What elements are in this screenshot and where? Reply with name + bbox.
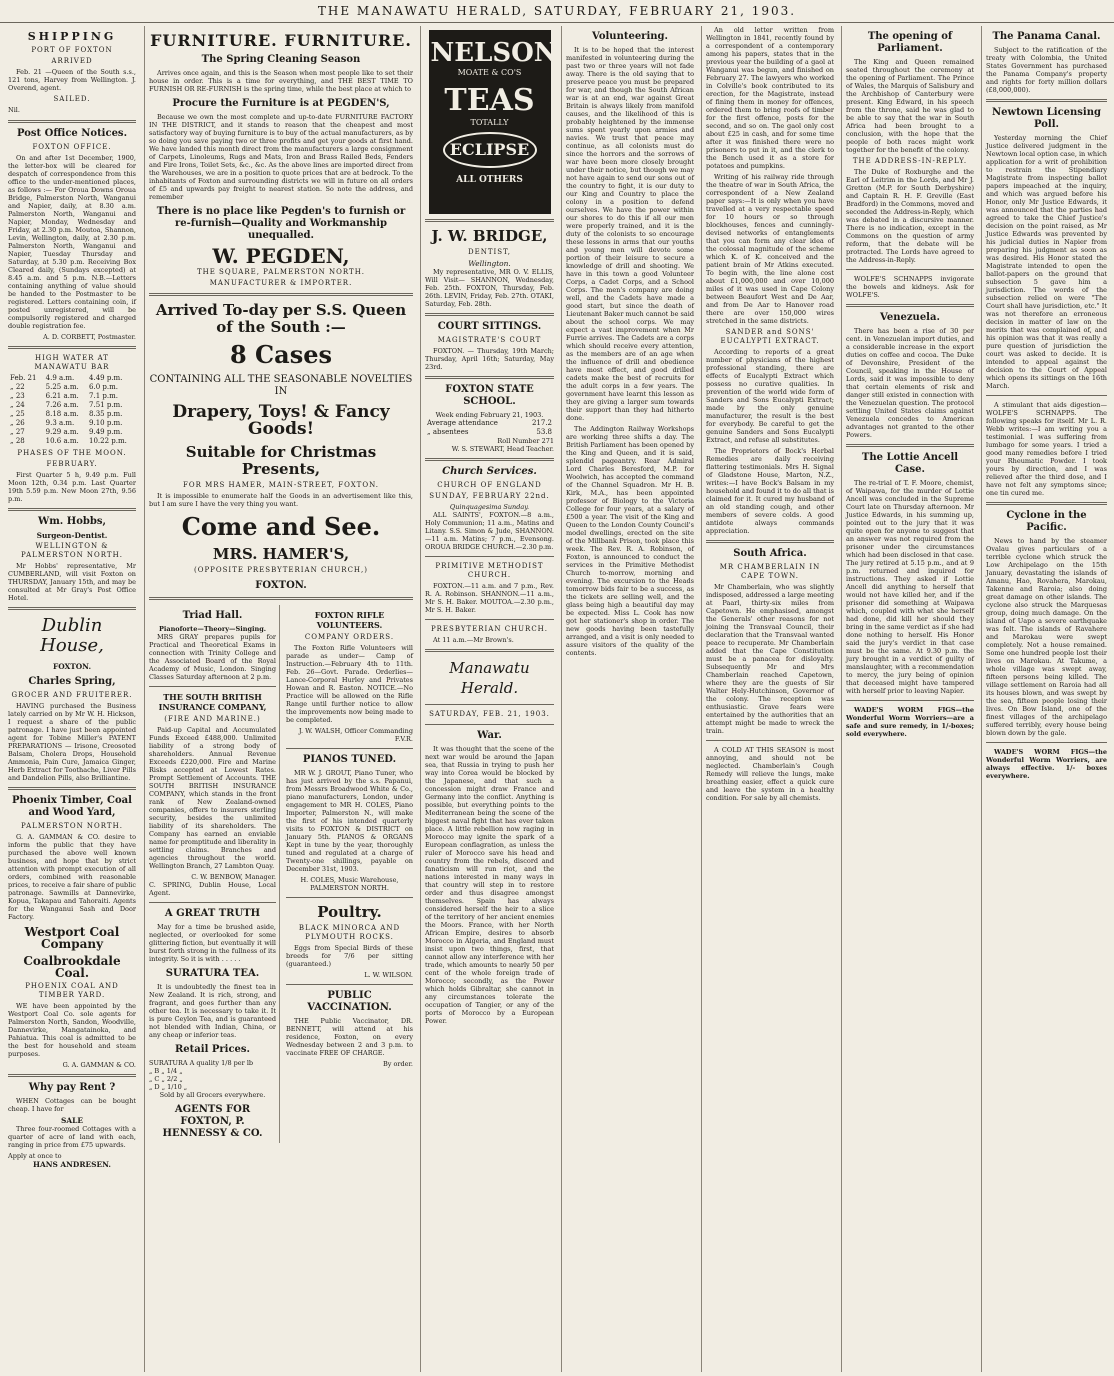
tide-cell: 4.49 p.m.: [89, 374, 123, 382]
westport-text: WE have been appointed by the Westport Coal Co. sole agents for Palmerston North, Sandon, Woodville, Dannevirke, Mangatainoka, and Pahiatua. This coal is admitted to be the best for household and steam purposes.: [8, 1002, 136, 1058]
rent-text: WHEN Cottages can be bought cheap. I have for: [8, 1097, 136, 1113]
triad-sub: Pianoforte—Theory—Singing.: [159, 625, 266, 633]
tide-cell: 4.9 a.m.: [45, 374, 75, 382]
herald-title: Manawatu Herald.: [449, 659, 530, 697]
parl-title: The opening of Parliament.: [867, 31, 953, 54]
retail-item: „ D „ 1/10 „: [149, 1083, 188, 1091]
shipping-arrived: ARRIVED: [51, 57, 93, 65]
school-cell: „ absentees: [427, 428, 469, 436]
poultry-title: Poultry.: [317, 903, 382, 921]
licensing-title: Newtown Licensing Poll.: [991, 107, 1101, 130]
mrs-hamer: MRS. HAMER'S,: [212, 545, 350, 563]
tide-cell: 7.51 p.m.: [89, 401, 123, 409]
tide-row: [8, 437, 136, 446]
westport-title: Westport Coal Company: [24, 925, 120, 951]
drapery: Drapery, Toys! & Fancy Goods!: [172, 402, 390, 439]
pegden-name: W. PEGDEN,: [212, 244, 350, 268]
phoenix-title: Phoenix Timber, Coal and Wood Yard,: [12, 795, 132, 818]
insurance-sign: C. W. BENBOW, Manager.: [191, 873, 276, 881]
insurance-text: Paid-up Capital and Accumulated Funds Exceed £488,000. Unlimited liability of a strong body of shareholders. Annual Revenue Exceeds £220,000. Fire and Marine Risks accepted at Lowest Rates. Prompt Settlement of Accounts. THE SOUTH BRITISH INSURANCE COMPANY, which stands in the front rank of New Zealand-owned companies, offers to insurers sterling security, besides the unlimited liability of its shareholders. The Company has earned an enviable name for promptitude and liberality in settling claims. Branches and agencies throughout the world. Wellington Branch, 27 Lambton Quay.: [149, 726, 276, 870]
moon-month: FEBRUARY.: [46, 460, 98, 468]
sanders-title: SANDER and SONS' EUCALYPTI EXTRACT.: [720, 328, 820, 345]
nelson-moate-tea-logo: [429, 30, 558, 214]
tide-cell: 8.35 p.m.: [89, 410, 123, 418]
hobbs-text: Mr Hobbs' representative, Mr CUMBERLAND, will visit Foxton on THURSDAY, January 15th, and may be consulted at Mr Gray's Post Office Hotel.: [8, 562, 136, 602]
post-text: On and after 1st December, 1900, the letter-box will be cleared for despatch of correspondence from this office to the under-mentioned places, as follows :— For Oroua Downs Oroua Bridge, Palmerston North, Wanganui and Napier, daily, at 8.30 a.m. Palmerston North, Wanganui and Napier, Monday, Wednesday and Friday, at 2.30 p.m. Moutoa, Shannon, Levin, Wellington, daily, at 2.30 p.m. Palmerston North, Wanganui and Napier, Tuesday Thursday and Saturday, at 5.30 p.m. Receiving Box Cleared daily, (Sundays excepted) at 8.45 a.m. and 5 p.m. N.B.—Letters containing anything of value should be handed to the Postmaster to be registered. Letters containing coin, if posted unregistered, will be compulsorily registered and charged double registration fee.: [8, 154, 136, 330]
truth-title: A GREAT TRUTH: [164, 908, 261, 919]
rifle-text: The Foxton Rifle Volunteers will parade as under— Camp of Instruction.—February 4th to 11th. Feb. 26—Govt. Parade. Orderlies—Lance-Corporal Hurley and Privates Howan and R. Easton. NOTICE.—No Practice will be allowed on the Rifle Range until further notice to allow the improvements now being made to be completed.: [286, 644, 413, 724]
post-sign: A. D. CORBETT, Postmaster.: [43, 333, 136, 341]
methodist-text: FOXTON.—11 a.m. and 7 p.m., Rev. R. A. Robinson. SHANNON.—11 a.m., Mr S. H. Baker. MOUTOA.—2.30 p.m., Mr S. H. Baker.: [425, 582, 554, 614]
impossible: It is impossible to enumerate half the Goods in an advertisement like this, but I am sure I have the very thing you want.: [149, 492, 413, 508]
pianos-sign: H. COLES, Music Warehouse, PALMERSTON NORTH.: [300, 876, 399, 892]
retail-item: „ C „ 2/2 „: [149, 1075, 183, 1083]
court-text: FOXTON. — Thursday, 19th March; Thursday, April 16th; Saturday, May 23rd.: [425, 347, 554, 371]
vacc-title: PUBLIC VACCINATION.: [307, 990, 392, 1013]
column-6: [841, 26, 978, 1372]
logo-moate: MOATE & CO'S: [457, 68, 522, 77]
poultry-text: Eggs from Special Birds of these breeds for 7/6 per sitting (guaranteed.): [286, 944, 413, 968]
wade-text-7: WADE'S WORM FIGS—the Wonderful Worm Worriers, are always effective. 1/- boxes everywhere.: [986, 748, 1107, 780]
rent-text2: Three four-roomed Cottages with a quarter of acre of land with each, ranging in price from £75 upwards.: [8, 1125, 136, 1149]
tide-row: [8, 410, 136, 419]
furn-text: Arrives once again, and this is the Season when most people like to set their house in order. This is a time for everything, and THE BEST TIME TO FURNISH OR RE-FURNISH is the spring time, while the best place at which to: [149, 69, 413, 93]
suratura-text: It is undoubtedly the finest tea in New Zealand. It is rich, strong, and fragrant, and goes further than any other tea. It is necessary to take it. It is pure Ceylon Tea, and is guaranteed not blended with Indian, China, or any cheap or inferior teas.: [149, 983, 276, 1039]
rent-sign: HANS ANDRESEN.: [33, 1160, 111, 1169]
bridge-title: J. W. BRIDGE,: [431, 227, 548, 245]
retail-item: „ B „ 1/4 „: [149, 1067, 183, 1075]
address-title: THE ADDRESS-IN-REPLY.: [852, 157, 968, 165]
rent-apply: Apply at once to: [8, 1152, 62, 1160]
cold-text: A COLD AT THIS SEASON is most annoying, and should not be neglected. Chamberlain's Cough Remedy will relieve the lungs, make breathing easier, effect a quick cure and leave the system in a healthy condition. For sale by all chemists.: [706, 746, 834, 802]
phoenix-loc: PALMERSTON NORTH.: [21, 822, 123, 830]
bridge-sub: DENTIST,: [468, 248, 511, 256]
church-date: SUNDAY, FEBRUARY 22nd.: [429, 492, 550, 500]
school-roll: Roll Number 271: [497, 437, 554, 445]
tide-cell: 5.25 a.m.: [45, 383, 79, 391]
dublin-text: HAVING purchased the Business lately carried on by Mr W. H. Hickson, I request a share of the public patronage. I have just been appointed agent for Tobine Miller's PATENT PREPARATIONS — Irisone, Creosoted Balsam, Cholera Drops, Household Ammonia, Pain Cure, Jamaica Ginger, Herb Extract for Toothache, Liver Pills and Dandelion Pills, also Brilliantine.: [8, 702, 136, 782]
retail-list: [149, 1059, 276, 1091]
herald-date: SATURDAY, FEB. 21, 1903.: [429, 710, 550, 718]
col2-left: [149, 605, 280, 1143]
truth-text: May for a time be brushed aside, neglected, or overlooked for some glittering fiction, but eventually it will burst forth strong in the fullness of its integrity. So it is with . . . . .: [149, 923, 276, 963]
hobbs-loc: WELLINGTON & PALMERSTON NORTH.: [21, 542, 123, 559]
panama-text: Subject to the ratification of the treaty with Colombia, the United States Government has purchased the Panama Company's property and rights for forty million dollars (£8,000,000).: [986, 46, 1107, 94]
rent-sale: SALE: [61, 1116, 83, 1125]
opposite: (OPPOSITE PRESBYTERIAN CHURCH,): [194, 566, 368, 574]
shipping-sailed: SAILED.: [53, 95, 91, 103]
moon-text: First Quarter 5 h, 9.49 p.m. Full Moon 12th, 0.34 p.m. Last Quarter 19th 5.59 p.m. New Moon 27th, 9.56 p.m.: [8, 471, 136, 503]
licensing-text: Yesterday morning the Chief Justice delivered judgment in the Newtown local option case, in which application for a writ of prohibition to restrain the Stipendiary Magistrate from inspecting ballot papers impeached at the inquiry, and which was argued before his Honor, only Mr Justice Edwards, it was announced that the parties had agreed to take the Chief Justice's decision on the point raised, as Mr Justice Edwards was prevented by his judicial duties in Napier from preparing his judgment as soon as was desired. His Honor stated the Magistrate intended to open the ballot-papers on the ground that subsection 5 gave him a jurisdiction. The words of the subsection relied on were "The Court shall have jurisdiction, etc." It was not therefore an erroneous decision in matter of law on the merits that was complained of, and his opinion was that it was really a pure question of jurisdiction the court was asked to decide. It is intended to appeal against the decision to the Court of Appeal which opens its sittings on the 16th March.: [986, 134, 1107, 390]
school-week: Week ending February 21, 1903.: [435, 411, 544, 419]
sa-text: Mr Chamberlain, who was slightly indisposed, addressed a large meeting at Paarl, thirty-six miles from Capetown. He emphasised, amongst the Generals' other reasons for not joining the Transvaal Council, their declaration that the Transvaal wanted peace to recuperate. Mr Chamberlain added that the Cape Constitution must be a panacea for disloyalty. Subsequently Mr and Mrs Chamberlain reached Capetown, where they are the guests of Sir Walter Hely-Hutchinson, Governor of the colony. The reception was enthusiastic. Grave fears were entertained by the authorities that an attempt might be made to wreck the train.: [706, 583, 834, 735]
rifle-sub: COMPANY ORDERS.: [304, 633, 395, 641]
furn-text2: Because we own the most complete and up-to-date FURNITURE FACTORY IN THE DISTRICT, and it stands to reason that the cheapest and most satisfactory way of buying furniture is to buy of the actual manufacturers, as by so doing you save paying two or three profits and get your goods at first hand. We have landed this month direct from the manufacturers a large consignment of Carpets, Linoleums, Rugs and Mats, Iron and Brass Railed Beds, Fenders and Fire Irons, Toilet Sets, &c., &c. As the above lines are imported direct from the Warehouses, we are in a position to quote prices that are at bedrock. To the inhabitants of Foxton and surrounding districts we will in future on all orders of £5 and upwards pay freight to nearest station. So note the address, and remember: [149, 113, 413, 201]
church-text: ALL SAINTS', FOXTON.—8 a.m., Holy Communion; 11 a.m., Matins and Litany. S.S. Simon & Jude, SHANNON.—11 a.m. Matins; 7 p.m., Evensong. OROUA BRIDGE CHURCH.—2.30 p.m.: [425, 511, 554, 551]
tide-cell: 10.6 a.m.: [45, 437, 79, 445]
vol-text2: The Addington Railway Workshops are working three shifts a day. The British Parliament has been opened by the King and Queen, and it is said, splendid pageantry. Rear Admiral Lord Charles Beresford, M.P. for Woolwich, has accepted the command of the Channel Squadron. Mr H. B. Kirk, M.A., has been appointed professor of Biology to the Victoria College for four years, at a salary of £500 a year. The visit of the King and Queen to the London County Council's model dwellings, erected on the site of the Millbank Prison, took place this week. The Rev. R. A. Robinson, of Foxton, is announced to conduct the services in the Primitive Methodist Church to-morrow, morning and evening. The excursion to the Heads tomorrow bids fair to be a success, as the tickets are selling well, and the glass being high a beautiful day may be expected. Miss L. Cook has now got her stationer's shop in order. The new goods having been tastefully arranged, and a visit is only needed to assure visitors of the quality of the contents.: [566, 425, 694, 657]
tide-cell: 9.3 a.m.: [45, 419, 75, 427]
parl-text: The King and Queen remained seated throughout the ceremony at the opening of Parliament. The Prince of Wales, the Marquis of Salisbury and the Archbishop of Canterbury were present. King Edward, in his speech from the throne, said he was glad to be able to say that the war in South Africa had been brought to a conclusion, with the hope that the people of both races might work together for the benefit of the colony.: [846, 58, 974, 154]
tide-cell: 6.0 p.m.: [89, 383, 118, 391]
vol-text: It is to be hoped that the interest manifested in volunteering during the past two or three years will not fade away. There is the old saying that to preserve peace you must be prepared for war, and though the South African war is at an end, war against Great Britain is always likely from manifold causes, and the likelihood of this is probably heightened by the immense sums spent yearly upon armies and navies. We trust that peace may continue, as all colonists must do since the horrors and the sorrows of war have been more closely brought under their notice, but though we may not have again to send our sons out of the country to fight, it is our duty to our King and Country to place the colony in a position to defend ourselves. We have the power within our shores to do this if all our men were properly trained, and it is the duty of the colonists to so encourage these lessons in arms that our youths and young men will devote some portion of their leisure to secure a knowledge of drill and shooting. We have in this town a good Volunteer Corps, a Cadet Corps, and a School Corps. The men's company are doing well, and the Cadets have made a good start, but since the death of Lieutenant Baker much cannot be said about the school corps. We may expect a vast improvement when Mr Furrie arrives. The Cadets are a corps which should receive every attention, as the members are of an age when the influence of drill and obedience have most effect, and good drilled cadets make the best of recruits for the adult corps in a few years. The government have learnt this lesson as they are giving a larger sum towards their support than they had hitherto done.: [566, 46, 694, 422]
retail-title: Retail Prices.: [175, 1044, 250, 1055]
pianos-text: MR W. J. GROUT, Piano Tuner, who has just arrived by the s.s. Papanui, from Messrs Broadwood White & Co., piano manufacturers, London, under engagement to MR H. COLES, Piano Importer, Palmerston N., will make the first of his intended quarterly visits to FOXTON & DISTRICT on January 5th. PIANOS & ORGANS Kept in tune by the year, thoroughly tuned and regulated at a charge of Twenty-one shillings, payable on December 31st, 1903.: [286, 769, 413, 873]
church-title: Church Services.: [442, 466, 537, 477]
dublin-sub: FOXTON.: [52, 662, 92, 671]
insurance-sub: (FIRE AND MARINE.): [164, 715, 261, 723]
pegden-trade: MANUFACTURER & IMPORTER.: [209, 279, 353, 287]
school-table: [425, 419, 554, 437]
tide-row: [8, 374, 136, 383]
tide-cell: 9.10 p.m.: [89, 419, 123, 427]
tide-cell: 7.26 a.m.: [45, 401, 79, 409]
tide-row: [8, 401, 136, 410]
tide-row: [8, 428, 136, 437]
tide-row: [8, 392, 136, 401]
tide-row: [8, 419, 136, 428]
dublin-name: Charles Spring,: [28, 676, 116, 687]
column-5: [701, 26, 838, 1372]
vol-title: Volunteering.: [591, 31, 668, 42]
cyclone-text: News to hand by the steamer Ovalau gives particulars of a terrible cyclone which struck the Low Archipelago on the 15th January, devastating the islands of Amanu, Hao, Rovahera, Marokau, Takenne and Raroia; also doing great damage on other islands. The cyclone also struck the Marquesas group, doing much damage. On the island of Uapo a severe earthquake was felt. The islands of Ravahere and Marokau were swept completely. Not a house remained. Some one hundred people lost their lives on Marokau. At Takume, a whole village was swept away, fifteen persons being killed. The village settlement on Raroia had all its houses blown, and was swept by the sea, fifteen people losing their lives. On Bow Island, one of the finest villages of the archipelago suffered terribly, every house being blown down by the gale.: [986, 537, 1107, 737]
agents: AGENTS FOR FOXTON, P. HENNESSY & CO.: [162, 1104, 263, 1139]
tide-cell: „ 24: [10, 401, 25, 409]
rent-title: Why pay Rent ?: [28, 1082, 116, 1093]
pianos-title: PIANOS TUNED.: [302, 754, 397, 765]
tide-cell: Feb. 21: [10, 374, 37, 382]
westport-sign: G. A. GAMMAN & CO.: [62, 1061, 136, 1069]
arrived-title: Arrived To-day per S.S. Queen of the South :—: [155, 301, 407, 336]
dublin-title: Dublin House,: [40, 615, 104, 656]
school-cell: 217.2: [531, 419, 552, 427]
sa-title: South Africa.: [733, 548, 807, 559]
tide-row: [8, 383, 136, 392]
westport-sub: Coalbrookdale Coal.: [23, 954, 121, 980]
bridge-text: My representative, MR O. V. ELLIS, Will Visit— SHANNON, Wednesday, Feb. 25th. FOXTON, Thursday, Feb. 26th. LEVIN, Friday, Feb. 27th. OTAKI, Saturday, Feb. 28th.: [425, 268, 554, 308]
lottie-text: The re-trial of T. F. Moore, chemist, of Waipawa, for the murder of Lottie Ancell was concluded in the Supreme Court late on Thursday afternoon. Mr Justice Edwards, in his summing up, pointed out to the jury that it was quite open for anyone to suggest that an answer was not required from the prisoner under the circumstances which had been disclosed in that case. The jury retired at 5.15 p.m., and at 9 p.m. returned and inquired for instructions. They asked if Lottie Ancell did anything to herself that would not have killed her, and if the prisoner did something at Waipawa which, coupled with what she herself had done, did kill her should they bring in the same verdict as if she had done nothing to herself. His Honor said the jury's verdict in that case must be the same. At 9.30 p.m. the jury brought in a verdict of guilty of manslaughter, with a recommendation to mercy, the jury being of opinion that deceased might have tampered with herself prior to leaving Napier.: [846, 479, 974, 695]
shipping-nil: Nil.: [8, 106, 20, 114]
school-row: [425, 419, 554, 428]
herbal-text: The Proprietors of Bock's Herbal Remedies are daily receiving flattering testimonials. Mrs H. Signal of Gladstone House, Marton, N.Z., writes:—I have Bock's Balsam in my household and found it to do all that is claimed for it. It cured my husband of an old standing cough, and other members of severe colds. A good antidote always commands appreciation.: [706, 447, 834, 535]
christmas: Suitable for Christmas Presents,: [185, 443, 377, 478]
insurance-agent: C. SPRING, Dublin House, Local Agent.: [149, 881, 276, 897]
masthead: THE MANAWATU HERALD, SATURDAY, FEBRUARY 21, 1903.: [0, 0, 1114, 23]
column-4: [561, 26, 698, 1372]
furn-title: FURNITURE. FURNITURE.: [150, 31, 412, 50]
sanders-text: According to reports of a great number of physicians of the highest professional standing, there are effects of Eucalypti Extract which possess no curative qualities. In prevention of the world wide form of Sanders and Sons Eucalypti Extract; made by the only genuine manufacturer, the result is the best for everybody. Be careful to get the genuine Sanders and Sons Eucalypti Extract, and refuse all substitutes.: [706, 348, 834, 444]
tide-cell: 9.29 a.m.: [45, 428, 79, 436]
vacc-text: THE Public Vaccinator, DR. BENNETT, will attend at his residence, Foxton, on every Wednesday between 2 and 3 p.m. to vaccinate FREE OF CHARGE.: [286, 1017, 413, 1057]
tide-cell: 8.18 a.m.: [45, 410, 79, 418]
rifle-title: FOXTON RIFLE VOLUNTEERS.: [314, 610, 385, 630]
col2-split: [149, 605, 413, 1143]
retail-sold: Sold by all Grocers everywhere.: [159, 1091, 266, 1099]
insurance-title: THE SOUTH BRITISH INSURANCE COMPANY,: [158, 692, 267, 712]
logo-teas: TEAS: [444, 83, 535, 118]
tide-cell: 6.21 a.m.: [45, 392, 79, 400]
hamer-street: FOR MRS HAMER, MAIN-STREET, FOXTON.: [183, 481, 379, 489]
retail-item: SURATURA A quality 1/8 per lb: [149, 1059, 254, 1067]
hobbs-title: Wm. Hobbs,: [38, 516, 106, 527]
furn-sub: The Spring Cleaning Season: [201, 54, 361, 65]
tide-cell: „ 26: [10, 419, 25, 427]
rifle-sign: J. W. WALSH, Officer Commanding F.V.R.: [298, 727, 413, 743]
tide-cell: 7.1 p.m.: [89, 392, 118, 400]
cases-text: CONTAINING ALL THE SEASONABLE NOVELTIES IN: [149, 374, 413, 397]
court-sub: MAGISTRATE'S COURT: [437, 336, 542, 344]
bridge-loc: Wellington.: [468, 259, 511, 268]
tide-cell: „ 28: [10, 437, 25, 445]
furn-procure: Procure the Furniture is at PEGDEN'S,: [172, 98, 390, 109]
foxton: FOXTON.: [255, 580, 307, 591]
church-sub: CHURCH OF ENGLAND: [437, 481, 542, 489]
tide-cell: „ 23: [10, 392, 25, 400]
tide-cell: „ 25: [10, 410, 25, 418]
poultry-sub: BLACK MINORCA AND PLYMOUTH ROCKS.: [298, 924, 401, 941]
hobbs-sub: Surgeon-Dentist.: [36, 531, 108, 540]
address-text: The Duke of Roxburghe and the Earl of Leitrim in the Lords, and Mr J. Gretton (M.P. for South Derbyshire) and Captain R. H. F. Greville (East Bradford) in the Commons, moved and seconded the Address-in-Reply, which was debated in a discursive manner. There is no indication, except in the Commons on the question of army reform, that the debate will be protracted. The Lords have agreed to the Address-in-Reply.: [846, 168, 974, 264]
suratura-title: SURATURA TEA.: [165, 968, 260, 979]
school-cell: Average attendance: [427, 419, 498, 427]
venez-title: Venezuela.: [880, 312, 940, 323]
school-row: [425, 428, 554, 437]
post-title: Post Office Notices.: [16, 128, 128, 139]
tide-cell: „ 22: [10, 383, 25, 391]
school-title: FOXTON STATE SCHOOL.: [445, 384, 534, 407]
logo-all-others: ALL OTHERS: [456, 175, 523, 185]
tide-cell: 10.22 p.m.: [89, 437, 127, 445]
cases: 8 Cases: [230, 340, 332, 369]
furn-bold: There is no place like Pegden's to furnish or re-furnish—Quality and Workmanship unequalled.: [156, 206, 406, 241]
come-see: Come and See.: [181, 512, 381, 541]
dublin-trade: GROCER AND FRUITERER.: [11, 691, 133, 699]
column-3: [420, 26, 558, 1372]
school-sign: W. S. STEWART, Head Teacher.: [451, 445, 554, 453]
methodist-title: PRIMITIVE METHODIST CHURCH.: [435, 562, 544, 579]
col2-right: [286, 605, 413, 1143]
phoenix-text: G. A. GAMMAN & CO. desire to inform the public that they have purchased the above well known business, and hope that by strict attention with prompt execution of all orders, combined with reasonable prices, to receive a fair share of public patronage. Sawmills at Dannevirke, Kopua, Takapau and Tahoraiti. Agents for the Wanganui Sash and Door Factory.: [8, 833, 136, 921]
logo-totally: TOTALLY: [470, 118, 509, 127]
tide-cell: 9.49 p.m.: [89, 428, 123, 436]
pegden-addr: THE SQUARE, PALMERSTON NORTH.: [196, 268, 366, 276]
sa-sub: MR CHAMBERLAIN IN CAPE TOWN.: [719, 563, 821, 580]
venez-text: There has been a rise of 30 per cent. in Venezuelan import duties, and a considerable increase in the export duties on coffee and cocoa. The Duke of Devonshire, President of the Council, speaking in the House of Lords, said it was impossible to deny that certain elements of risk and danger still existed in connection with the Venezuelan question. The protocol settling United States claims against Venezuela concedes to American advantages not granted to the other Powers.: [846, 327, 974, 439]
moon-title: PHASES OF THE MOON.: [17, 449, 127, 457]
cyclone-title: Cyclone in the Pacific.: [1006, 510, 1087, 533]
westport-loc: PHOENIX COAL AND TIMBER YARD.: [25, 982, 119, 999]
court-title: COURT SITTINGS.: [437, 321, 542, 332]
railway-text: Writing of his railway ride through the theatre of war in South Africa, the correspondent of a New Zealand paper says:—It is only when you have travelled at a very respectable speed for 10 hours or so through blockhouses, fences and cunningly-devised networks of entanglements that you can form any clear idea of the colossal magnitude of the scheme which K. of K. conceived and the patient brain of Mr Atkins executed. To begin with, the line alone cost about £1,000,000 and over 10,000 miles of it was used in Cape Colony between Beaufort West and De Aar, and from De Aar to Hanover road there are over 150,000 wires stretched in the same districts.: [706, 173, 834, 325]
column-1: [4, 26, 140, 1372]
war-title: War.: [477, 730, 502, 741]
logo-nelson: NELSON: [430, 38, 558, 68]
panama-title: The Panama Canal.: [992, 31, 1101, 42]
triad-title: Triad Hall.: [182, 610, 243, 621]
wolfe-text: WOLFE'S SCHNAPPS invigorate the bowels and kidneys. Ask for WOLFE'S.: [846, 275, 974, 299]
tide-cell: „ 27: [10, 428, 25, 436]
church-season: Quinquagesima Sunday.: [449, 503, 530, 511]
vacc-sign: By order.: [382, 1060, 413, 1068]
tide-table: [8, 374, 136, 446]
school-cell: 53.8: [536, 428, 552, 436]
shipping-title: SHIPPING: [27, 30, 117, 43]
column-7: [981, 26, 1111, 1372]
shipping-text: Feb. 21 —Queen of the South s.s., 121 tons, Harvey from Wellington. J. Overend, agent.: [8, 68, 136, 92]
wade-text-6: WADE'S WORM FIGS—the Wonderful Worm Worriers—are a safe and sure remedy, in 1/-boxes; sold everywhere.: [846, 706, 974, 738]
war-text: It was thought that the scene of the next war would be around the Japan sea, that Russia in trying to push her way into Corea would be blocked by the Japanese, and that such a concession might draw France and Germany into the conflict. Anything is possible, but everything points to the Mediterranean being the scene of the biggest naval fight that has ever taken place. A little rebellion now raging in Morocco may ignite the spark of a European conflagration, as unless the ruler of Morocco save his head and country from the rebels, discord and fanaticism will run riot, and the nations interested in many ways in that country will step in to restore order and thus disagree amongst themselves. Spain has always considered herself the heir to a slice of the territory of her ancient enemies the Moors. France, with her North African Empire, desires to absorb Morocco in Algeria, and England must insist upon two things, first, that cannot allow any interference with her trade, which amounts to nearly 50 per cent of the whole foreign trade of Morocco; secondly, as the Power which holds Gibraltar, she cannot in any circumstances tolerate the occupation of Tangier, or any of the ports of Morocco by a European Power.: [425, 745, 554, 1025]
letter-text: An old letter written from Wellington in 1841, recently found by a correspondent of a contemporary among his papers, states that in the previous year the building of a gaol at Wanganui was begun, and finished on February 27. The lawyers who worked in Colville's book contributed to its erection, for the Magistrate, instead of fining them in money for offences, ordered them to bring roofs of timber for the first offence, posts for the second, and so on. The gaol only cost about £25 in cash, and for some time after it was finished there were no prisoners to put in it, and the clerk to the Bench used it as a store for potatoes and pumpkins.: [706, 26, 834, 170]
post-sub: FOXTON OFFICE.: [32, 143, 112, 151]
shipping-sub: PORT OF FOXTON: [31, 46, 113, 54]
presby-text: At 11 a.m.—Mr Brown's.: [433, 636, 514, 644]
bock-text: A stimulant that aids digestion—WOLFE'S SCHNAPPS. The following speaks for itself. Mr L. R. Webb writes:—I am writing you a testimonial. I was suffering from lumbago for some years. I tried a good many remedies before I tried your Rheumatic Powder. I took yours by direction, and I was relieved after the third dose, and I have not felt any symptoms since; one tin cured me.: [986, 401, 1107, 497]
lottie-title: The Lottie Ancell Case.: [861, 452, 959, 475]
logo-eclipse: ECLIPSE: [443, 132, 537, 168]
presby-title: PRESBYTERIAN CHURCH.: [430, 625, 549, 633]
tide-title: HIGH WATER AT MANAWATU BAR: [34, 354, 110, 371]
poultry-sign: L. W. WILSON.: [364, 971, 413, 979]
triad-text: MRS GRAY prepares pupils for Practical and Theoretical Exams in connection with Trinity College and the Associated Board of the Royal Academy of Music, London. Singing Classes Saturday afternoon at 2 p.m.: [149, 633, 276, 681]
column-2: [144, 26, 417, 1372]
